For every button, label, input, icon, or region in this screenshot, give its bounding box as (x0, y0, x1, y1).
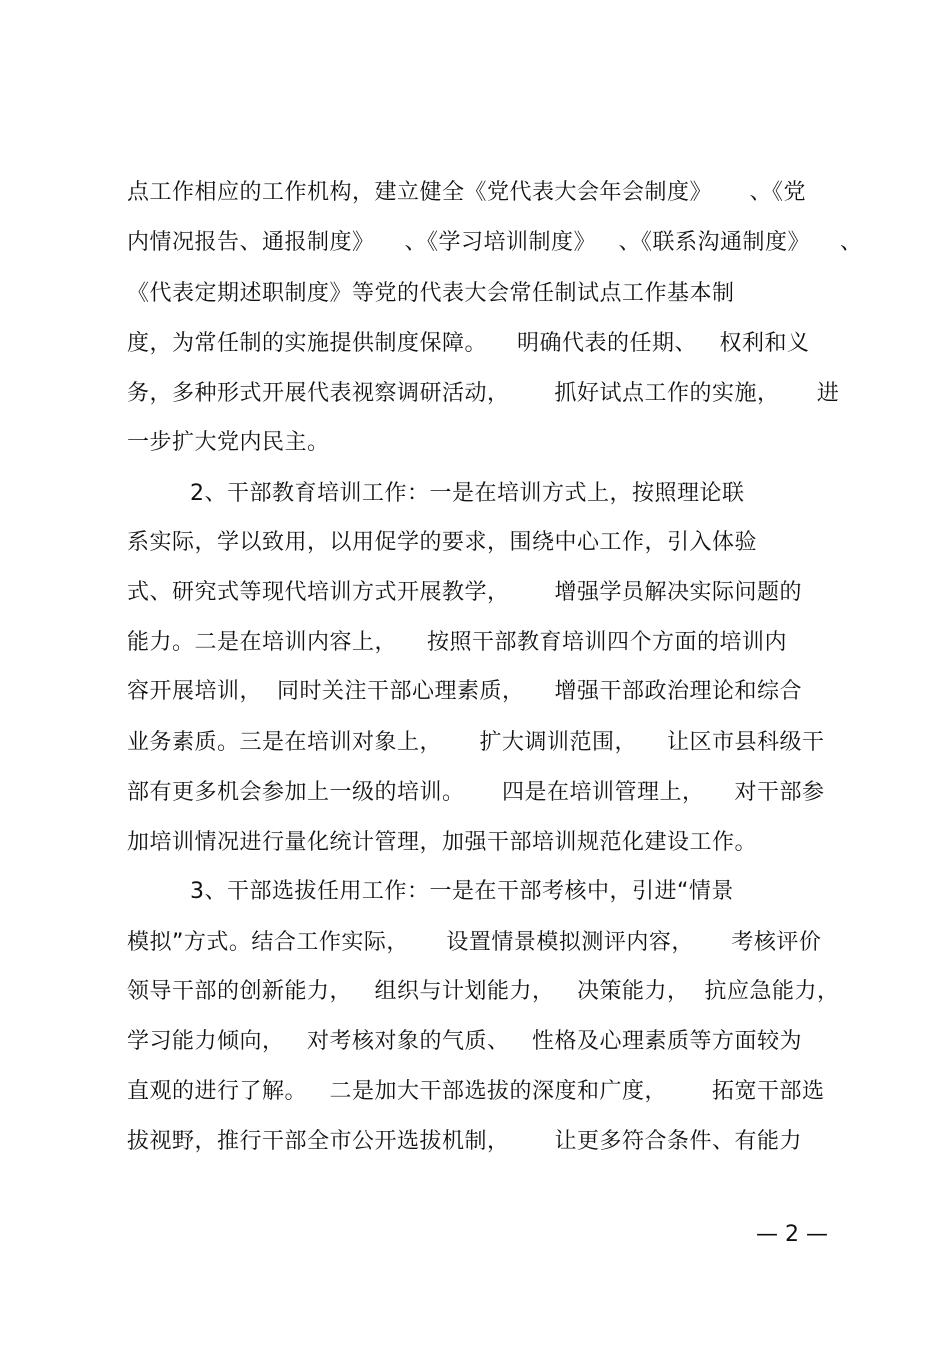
text-line: 一步扩大党内民主。 (127, 430, 330, 455)
text-line: 加培训情况进行量化统计管理，加强干部培训规范化建设工作。 (127, 830, 758, 855)
page-number: — 2 — (756, 1222, 828, 1247)
text-line: 点工作相应的工作机构，建立健全《党代表大会年会制度》 、《党 (127, 180, 806, 205)
text-line: 领导干部的创新能力， 组织与计划能力， 决策能力， 抗应急能力， (127, 979, 840, 1004)
paragraph-heading-line: 2、干部教育培训工作：一是在培训方式上，按照理论联 (190, 481, 745, 506)
text-line: 学习能力倾向， 对考核对象的气质、 性格及心理素质等方面较为 (127, 1029, 802, 1054)
paragraph-heading-line: 3、干部选拔任用工作：一是在干部考核中，引进“情景 (190, 879, 734, 904)
text-line: 拔视野，推行干部全市公开选拔机制， 让更多符合条件、有能力 (127, 1129, 802, 1154)
text-line: 《代表定期述职制度》等党的代表大会常任制试点工作基本制 (127, 281, 735, 306)
text-line: 部有更多机会参加上一级的培训。 四是在培训管理上， 对干部参 (127, 780, 825, 805)
text-line: 度，为常任制的实施提供制度保障。 明确代表的任期、 权利和义 (127, 331, 810, 356)
text-line: 业务素质。三是在培训对象上， 扩大调训范围， 让区市县科级干 (127, 730, 825, 755)
text-line: 系实际，学以致用，以用促学的要求，围绕中心工作，引入体验 (127, 530, 758, 555)
text-line: 容开展培训， 同时关注干部心理素质， 增强干部政治理论和综合 (127, 679, 802, 704)
text-line: 能力。二是在培训内容上， 按照干部教育培训四个方面的培训内 (127, 630, 787, 655)
text-line: 内情况报告、通报制度》 、《学习培训制度》 、《联系沟通制度》 、 (127, 230, 863, 255)
text-line: 直观的进行了解。 二是加大干部选拔的深度和广度， 拓宽干部选 (127, 1079, 825, 1104)
text-line: 式、研究式等现代培训方式开展教学， 增强学员解决实际问题的 (127, 580, 802, 605)
text-line: 务，多种形式开展代表视察调研活动， 抓好试点工作的实施， 进 (127, 381, 840, 406)
text-line: 模拟”方式。结合工作实际， 设置情景模拟测评内容， 考核评价 (127, 930, 822, 955)
